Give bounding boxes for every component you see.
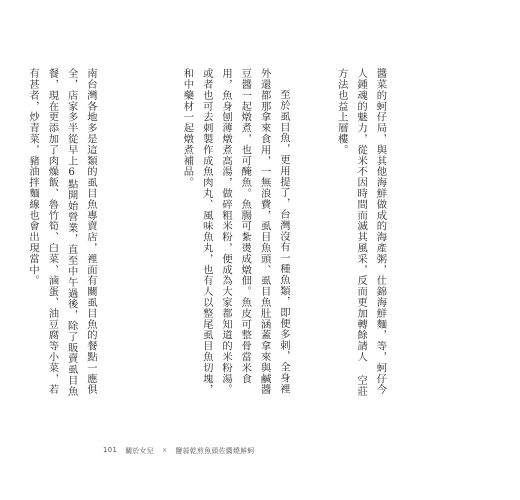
paragraph-1: 醬菜的蚵仔局，與其他海鮮做成的海產粥，仕錦海鮮麵，等，蚵仔今人鍾魂的魅力，從米不因時間而滅其風采，反而更加轉餘請人 空莊方法也益上層樓。	[335, 68, 387, 397]
book-title: 關於女兒	[125, 447, 154, 455]
body-text	[0, 68, 428, 398]
page-footer	[103, 445, 255, 455]
paragraph-3: 南台灣各地多是這類的虱目魚專賣店，裡面有關虱目魚的餐點一應俱全，店家多半從早上6點開始營業，直至中午過後，除了販賣虱目魚餐，現在更添加了肉燥飯、魯竹筍、白菜、滷蛋、油豆腐等小菜，若有甚者，炒青菜，豬油拌麵線也會出現當中。	[27, 68, 97, 397]
chapter-title: 鹽蒜乾煎魚頭佐醬燒鮮蚵	[175, 447, 255, 455]
page-number: 101	[103, 446, 118, 454]
footer-separator: ×	[161, 446, 168, 454]
paragraph-2: 至於虱目魚，更用提了，台灣沒有一種魚類，即便多刺，全身裡外還都那拿來食用，一無浪費，虱目魚頭、虱目魚肚涵蓋拿來與鹹醬豆醬一起燉煮，也可醃魚。魚腸可紮燙成燉佃。魚皮可整骨當米食用，魚身刨薄燉煮高湯，做碎粗米粉，便成為大家都知道的米粉湯。或者也可去刺製作成魚肉丸、風味魚丸，也有人以整尾虱目魚切塊，和中藥材一起燉煮補品。	[181, 68, 290, 395]
